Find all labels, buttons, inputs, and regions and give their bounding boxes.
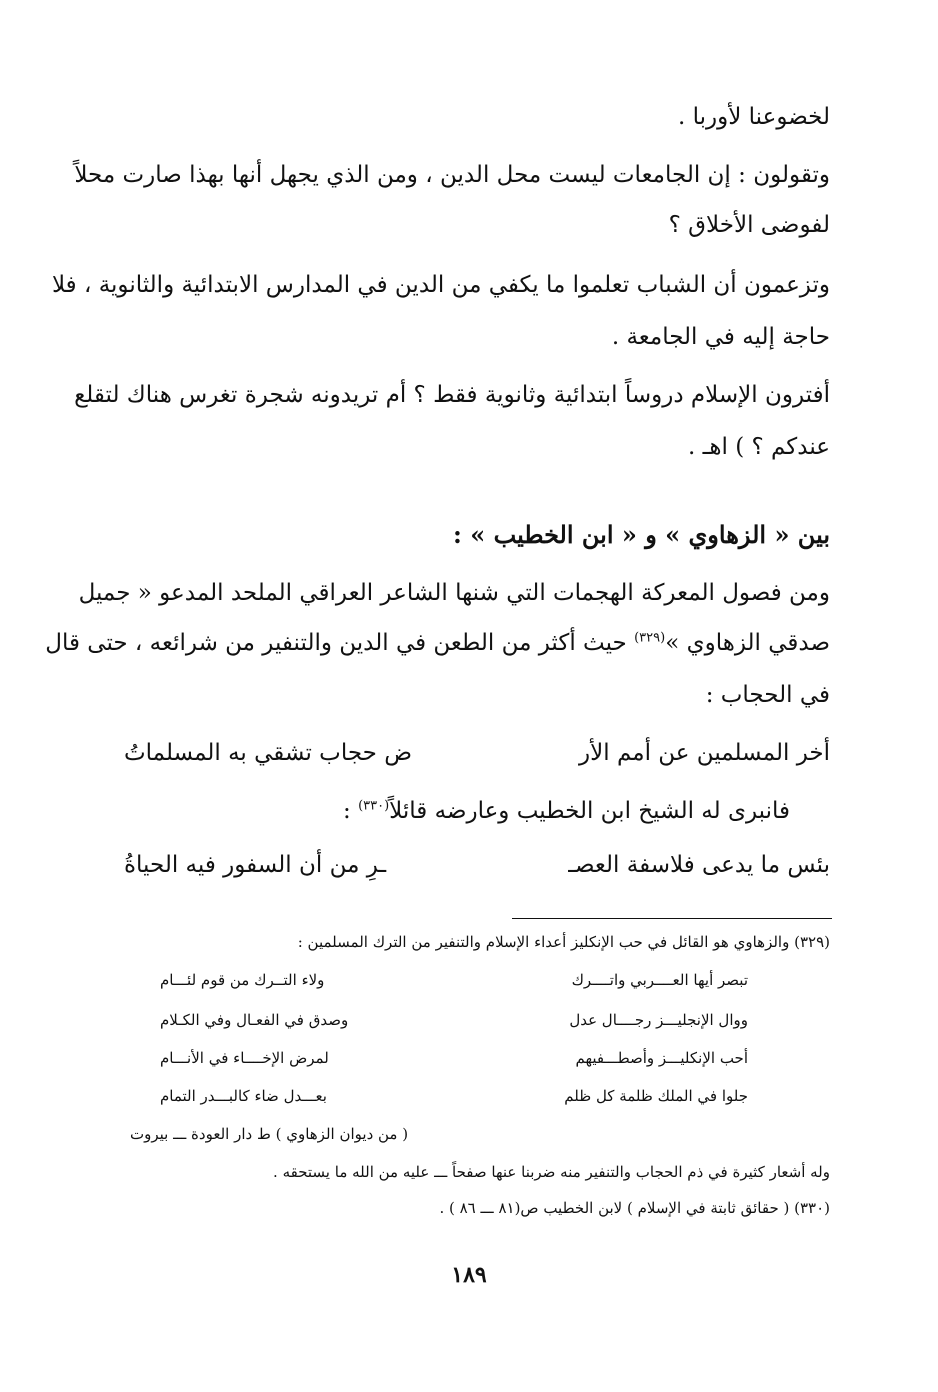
- body-line: في الحجاب :: [705, 682, 830, 708]
- footnote-separator: [512, 918, 832, 919]
- verse-hemistich-left: ـرِ من أن السفور فيه الحياةُ: [124, 852, 387, 878]
- body-line: حاجة إليه في الجامعة .: [611, 324, 830, 350]
- footnote-verse-right: جلوا في الملك ظلمة كل ظلم: [564, 1087, 748, 1105]
- footnote-329: (٣٢٩) والزهاوي هو القائل في حب الإنكليز أعداء الإسلام والتنفير من الترك المسلمين :: [297, 933, 830, 951]
- body-line: عندكم ؟ ) اهـ .: [688, 434, 830, 460]
- footnote-verse-left: ولاء التــرك من قوم لئـــام: [160, 971, 325, 989]
- body-text: حيث أكثر من الطعن في الدين والتنفير من شرائعه ، حتى قال: [45, 630, 635, 656]
- footnote-note: وله أشعار كثيرة في ذم الحجاب والتنفير منه ضربنا عنها صفحاً ـــ عليه من الله ما يستحقه .: [273, 1163, 830, 1181]
- verse-hemistich-right: بئس ما يدعى فلاسفة العصـ: [568, 852, 830, 878]
- footnote-verse-right: أحب الإنكليـــز وأصطـــفيهم: [575, 1049, 748, 1067]
- body-line: ومن فصول المعركة الهجمات التي شنها الشاعر العراقي الملحد المدعو « جميل: [78, 580, 830, 606]
- footnote-source: ( من ديوان الزهاوي ) ط دار العودة ـــ بيروت: [130, 1125, 409, 1143]
- body-line: [122, 794, 790, 828]
- footnote-330: (٣٣٠) ( حقائق ثابتة في الإسلام ) لابن الخطيب ص(٨١ ـــ ٨٦ ) .: [439, 1199, 830, 1217]
- body-line: وتزعمون أن الشباب تعلموا ما يكفي من الدين في المدارس الابتدائية والثانوية ، فلا: [51, 272, 830, 298]
- footnote-verse-left: لمرض الإخــــاء في الأنـــام: [160, 1049, 329, 1067]
- body-line: لخضوعنا لأوربا .: [677, 104, 830, 130]
- body-line: أفترون الإسلام دروساً ابتدائية وثانوية فقط ؟ أم تريدونه شجرة تغرس هناك لتقلع: [74, 382, 830, 408]
- section-heading: بين « الزهاوي » و « ابن الخطيب » :: [453, 520, 830, 549]
- footnote-verse-left: وصدق في الفعـال وفي الكـلام: [160, 1011, 349, 1029]
- verse-hemistich-right: أخر المسلمين عن أمم الأر: [579, 740, 830, 766]
- body-text: صدقي الزهاوي »: [665, 630, 830, 656]
- page-number: ١٨٩: [451, 1262, 487, 1288]
- body-line: وتقولون : إن الجامعات ليست محل الدين ، ومن الذي يجهل أنها بهذا صارت محلاً: [74, 162, 830, 188]
- footnote-verse-right: تبصر أيها العــــربي واتــــرك: [571, 971, 748, 989]
- body-line: لفوضى الأخلاق ؟: [668, 212, 830, 238]
- footnote-verse-right: ووال الإنجليـــز رجــــال عدل: [569, 1011, 748, 1029]
- verse-hemistich-left: ض حجاب تشقي به المسلماتُ: [124, 740, 413, 766]
- footnote-verse-left: بعـــدل ضاء كالبـــدر التمام: [160, 1087, 327, 1105]
- body-text: :: [343, 798, 359, 824]
- body-text: فانبرى له الشيخ ابن الخطيب وعارضه قائلاً: [389, 798, 790, 824]
- body-line: [45, 626, 830, 660]
- footnote-ref: (٣٢٩): [634, 630, 666, 646]
- footnote-ref: (٣٣٠): [358, 798, 390, 814]
